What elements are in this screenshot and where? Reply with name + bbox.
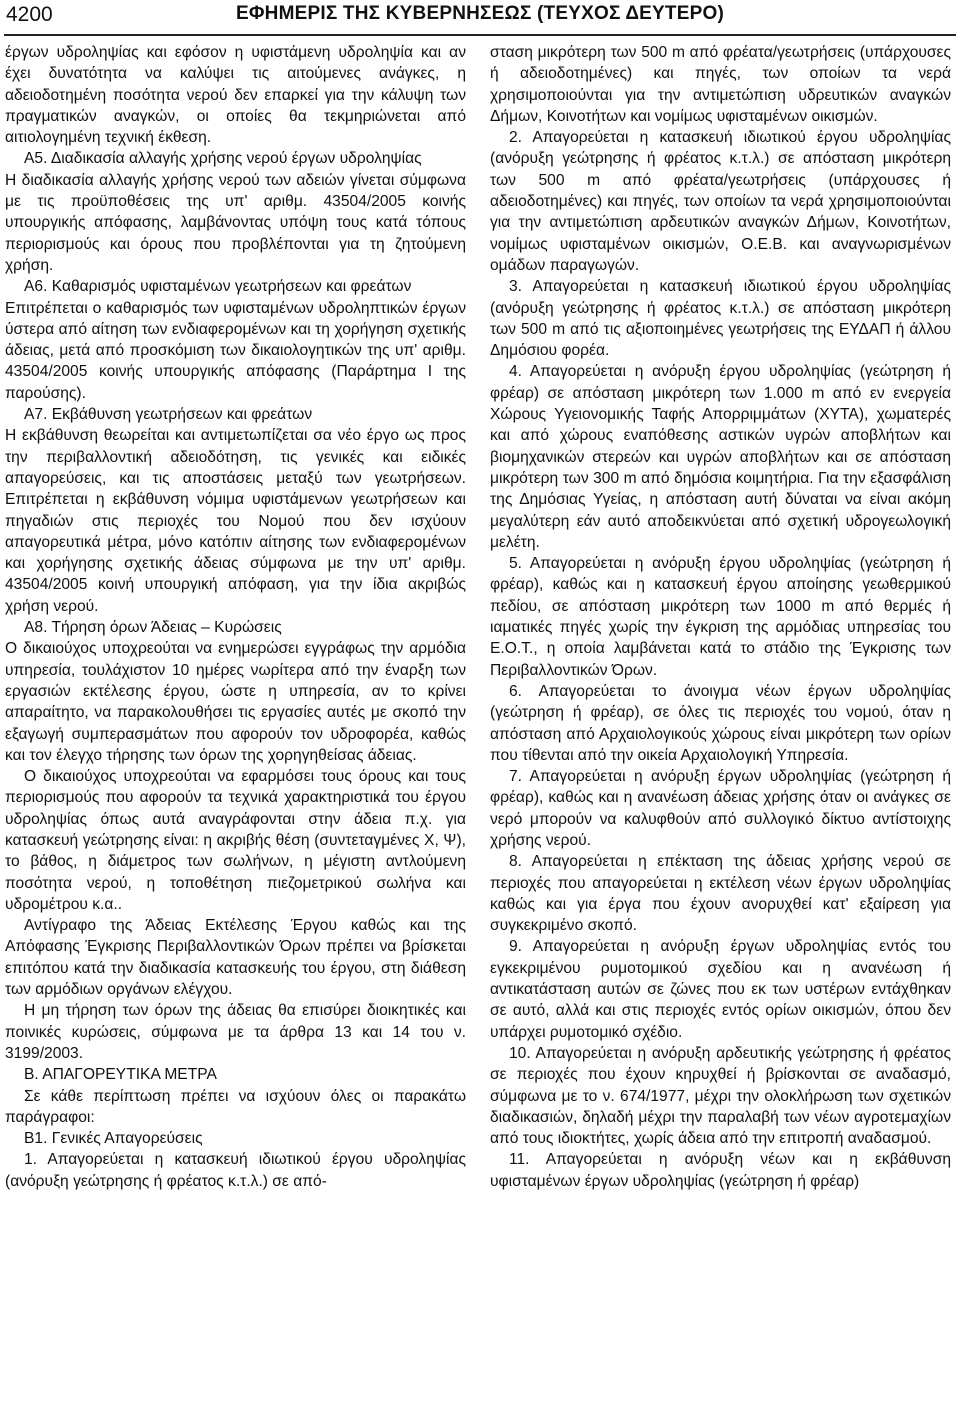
left-column <box>5 42 466 1192</box>
section-heading-a7: Α7. Εκβάθυνση γεωτρήσεων και φρεάτων <box>24 406 313 424</box>
section-heading-b1: Β1. Γενικές Απαγορεύσεις <box>24 1130 203 1148</box>
paragraph: Επιτρέπεται ο καθαρισμός των υφισταμένων υδροληπτικών έργων ύστερα από αίτηση των ενδιαφερομένων και τη χορήγηση σχετικής άδειας, μετά από προσκόμιση των δικαιολογητικών της υπ' αριθμ. 43504/2005 κοινής υπουργικής απόφασης (Παράρτημα Ι της παρούσης). <box>5 299 466 402</box>
journal-title: ΕΦΗΜΕΡΙΣ ΤΗΣ ΚΥΒΕΡΝΗΣΕΩΣ (ΤΕΥΧΟΣ ΔΕΥΤΕΡΟ) <box>236 3 724 24</box>
paragraph: έργων υδροληψίας και εφόσον η υφιστάμενη υδροληψία και αν έχει δυνατότητα να καλύψει τις αιτούμενες ανάγκες, η αδειοδοτημένη ποσότητα νερού δεν επαρκεί για την κάλυψη των πραγματικών αναγκών, οι οποίες θα τεκμηριώνεται από αιτιολογημένη τεχνική έκθεση. <box>5 44 466 147</box>
list-item: 1. Απαγορεύεται η κατασκευή ιδιωτικού έργου υδροληψίας (ανόρυξη γεώτρησης ή φρέατος κ.τ.λ.) σε από- <box>5 1151 466 1190</box>
list-item: 6. Απαγορεύεται το άνοιγμα νέων έργων υδροληψίας (γεώτρηση ή φρέαρ), σε όλες τις περιοχές του νομού, όταν η απόσταση από Αρχαιολογικούς χώρους είναι μικρότερη των ορίων που τίθενται από την οικεία Αρχαιολογική Υπηρεσία. <box>490 682 951 764</box>
page-number: 4200 <box>6 3 53 26</box>
list-item: 11. Απαγορεύεται η ανόρυξη νέων και η εκβάθυνση υφισταμένων έργων υδροληψίας (γεώτρηση ή φρέαρ) <box>490 1151 951 1190</box>
right-column <box>490 42 951 1192</box>
paragraph: Σε κάθε περίπτωση πρέπει να ισχύουν όλες οι παρακάτω παράγραφοι: <box>5 1087 466 1126</box>
paragraph: Ο δικαιούχος υποχρεούται να εφαρμόσει τους όρους και τους περιορισμούς που αφορούν τα τεχνικά χαρακτηριστικά του έργου υδροληψίας όπως αυτά αναγράφονται στην άδεια π.χ. για κατασκευή γεώτρησης είναι: η ακριβής θέση (συντεταγμένες Χ, Ψ), το βάθος, η διάμετρος των σωλήνων, η μέγιστη αντλούμενη ποσότητα νερού, η τοποθέτηση πιεζομετρικού σωλήνα και υδρομέτρου κ.α.. <box>5 768 466 913</box>
paragraph: Η μη τήρηση των όρων της άδειας θα επισύρει διοικητικές και ποινικές κυρώσεις, σύμφωνα με τα άρθρα 13 και 14 του ν. 3199/2003. <box>5 1002 466 1062</box>
paragraph: Η διαδικασία αλλαγής χρήσης νερού των αδειών γίνεται σύμφωνα με τις προϋποθέσεις της υπ' αριθμ. 43504/2005 κοινής υπουργικής απόφασης, λαμβάνοντας υπόψη τους κατά τόπους περιορισμούς και όρους που προβλέπονται για τη ζητούμενη χρήση. <box>5 171 466 274</box>
list-item: σταση μικρότερη των 500 m από φρέατα/γεωτρήσεις (υπάρχουσες ή αδειοδοτημένες) και πηγές, των οποίων τα νερά χρησιμοποιούνται για την αντιμετώπιση υδρευτικών αναγκών Δήμων, Κοινοτήτων και νομίμως υφισταμένων οικισμών. <box>490 44 951 125</box>
section-heading-a5: Α5. Διαδικασία αλλαγής χρήσης νερού έργων υδροληψίας <box>24 150 422 168</box>
list-item: 10. Απαγορεύεται η ανόρυξη αρδευτικής γεώτρησης ή φρέατος σε περιοχές που έχουν κηρυχθεί ή βρίσκονται σε αναδασμό, σύμφωνα με το ν. 674/1977, μέχρι την ολοκλήρωση των σχετικών διαδικασιών, δηλαδή μέχρι την παραλαβή των νέων αγροτεμαχίων από τους ιδιοκτήτες, χωρίς άδεια από την επιτροπή αναδασμού. <box>490 1044 951 1148</box>
list-item: 3. Απαγορεύεται η κατασκευή ιδιωτικού έργου υδροληψίας (ανόρυξη γεώτρησης ή φρέατος κ.τ.λ.) σε απόσταση μικρότερη των 500 m από τις αξιοποιημένες γεωτρήσεις της ΕΥΔΑΠ ή άλλου Δημόσιου φορέα. <box>490 278 951 360</box>
paragraph: Η εκβάθυνση θεωρείται και αντιμετωπίζεται σα νέο έργο ως προς την περιβαλλοντική αδειοδότηση, τις γενικές και ειδικές απαγορεύσεις, και τις αποστάσεις μεταξύ των γεωτρήσεων. Επιτρέπεται η εκβάθυνση νόμιμα υφιστάμενων γεωτρήσεων και πηγαδιών στις περιοχές του Νομού που δεν ισχύουν απαγορευτικά μέτρα, μόνο κατόπιν αίτησης των ενδιαφερομένων και χορήγησης σχετικής άδειας σύμφωνα με την υπ' αριθμ. 43504/2005 κοινή υπουργική απόφαση, για την ίδια ακριβώς χρήση νερού. <box>5 427 466 615</box>
section-heading-a6: Α6. Καθαρισμός υφισταμένων γεωτρήσεων και φρεάτων <box>24 278 412 296</box>
paragraph: Ο δικαιούχος υποχρεούται να ενημερώσει εγγράφως την αρμόδια υπηρεσία, τουλάχιστον 10 ημέρες νωρίτερα από την έναρξη των εργασιών εκτέλεσης έργου, ώστε η υπηρεσία, αν το κρίνει απαραίτητο, να παρακολουθήσει τις εργασίες αυτές με σκοπό την εξαγωγή συμπερασμάτων που αφορούν τον υδροφορέα, καθώς και τον έλεγχο τήρησης των όρων της χορηγηθείσας άδειας. <box>5 640 466 764</box>
header-rule <box>4 34 956 36</box>
page-header <box>0 0 960 38</box>
list-item: 7. Απαγορεύεται η ανόρυξη έργων υδροληψίας (γεώτρηση ή φρέαρ), καθώς και η ανανέωση άδειας χρήσης όταν οι ανάγκες σε νερό μπορούν να καλυφθούν από συλλογικό δίκτυο αντίστοιχης χρήσης νερού. <box>490 768 951 849</box>
list-item: 8. Απαγορεύεται η επέκταση της άδειας χρήσης νερού σε περιοχές που απαγορεύεται η εκτέλεση νέων έργων υδροληψίας καθώς και για έργα που έχουν ανορυχθεί κατ' εξαίρεση για συγκεκριμένο σκοπό. <box>490 853 951 935</box>
list-item: 5. Απαγορεύεται η ανόρυξη έργου υδροληψίας (γεώτρηση ή φρέαρ), καθώς και η κατασκευή έργου αποίησης γεωθερμικού πεδίου, σε απόσταση μικρότερη των 1000 m από θερμές ή ιαματικές πηγές χωρίς την έγκριση της αρμόδιας υπηρεσίας του Ε.Ο.Τ., η οποία λαμβάνεται κατά το στάδιο της Έγκρισης των Περιβαλλοντικών Όρων. <box>490 555 951 679</box>
list-item: 9. Απαγορεύεται η ανόρυξη έργων υδροληψίας εντός του εγκεκριμένου ρυμοτομικού σχεδίου και η ανανέωση ή αντικατάσταση αυτών σε ζώνες που εκ των υστέρων εντάχθηκαν σε αυτό, αλλά και στις περιοχές εντός ορίων οικισμών, όπου δεν υπάρχει ρυμοτομικό σχέδιο. <box>490 938 951 1041</box>
list-item: 2. Απαγορεύεται η κατασκευή ιδιωτικού έργου υδροληψίας (ανόρυξη γεώτρησης ή φρέατος κ.τ.λ.) σε απόσταση μικρότερη των 500 m από φρέατα/γεωτρήσεις (υπάρχουσες ή αδειοδοτημένες) και πηγές, των οποίων τα νερά χρησιμοποιούνται για την αντιμετώπιση αρδευτικών αναγκών Δήμων, Κοινοτήτων, νομίμως υφισταμένων οικισμών, Ο.Ε.Β. και αναγνωρισμένων ομάδων παραγωγών. <box>490 129 951 274</box>
list-item: 4. Απαγορεύεται η ανόρυξη έργου υδροληψίας (γεώτρηση ή φρέαρ) σε απόσταση μικρότερη των 1.000 m από εν ενεργεία Χώρους Υγειονομικής Ταφής Απορριμμάτων (ΧΥΤΑ), χωματερές και από χώρους εναπόθεσης αστικών υγρών αποβλήτων και βιομηχανικών στερεών και υγρών αποβλήτων και σε απόσταση μικρότερη των 300 m από δημόσια κοιμητήρια. Για την εξασφάλιση της Δημόσιας Υγείας, η απόσταση αυτή δύναται να είναι ακόμη μεγαλύτερη εάν αυτό αποδεικνύεται από σχετική υδρογεωλογική μελέτη. <box>490 363 951 551</box>
section-heading-b: Β. ΑΠΑΓΟΡΕΥΤΙΚΑ ΜΕΤΡΑ <box>24 1066 217 1084</box>
paragraph: Αντίγραφο της Άδειας Εκτέλεσης Έργου καθώς και της Απόφασης Έγκρισης Περιβαλλοντικών Όρων πρέπει να βρίσκεται επιτόπου κατά την διαδικασία κατασκευής του έργου, στη διάθεση των αρμόδιων οργάνων ελέγχου. <box>5 917 466 999</box>
section-heading-a8: Α8. Τήρηση όρων Άδειας – Κυρώσεις <box>24 619 282 637</box>
